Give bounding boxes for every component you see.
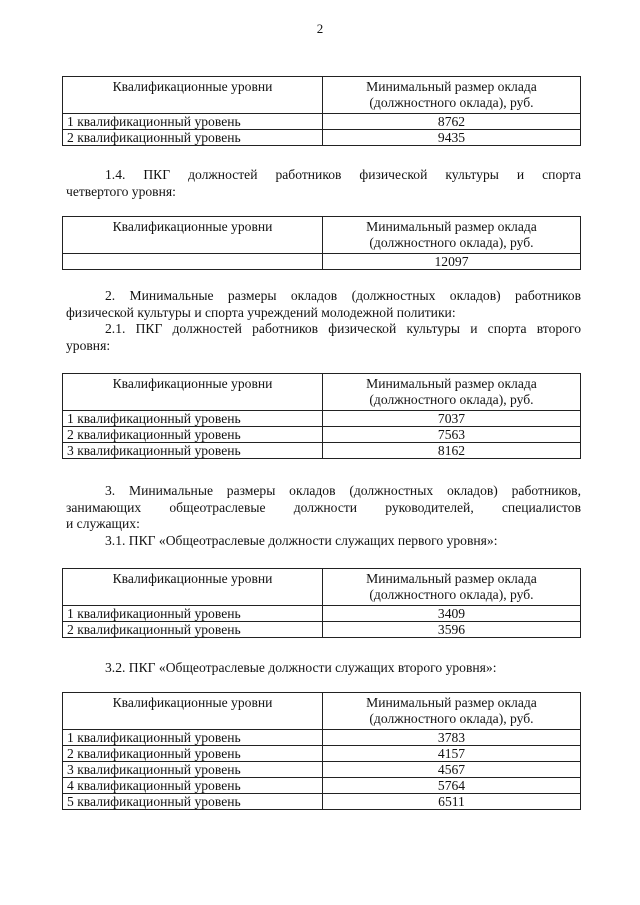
table-header-row: [63, 374, 581, 411]
level-cell: 1 квалификационный уровень: [63, 114, 323, 130]
salary-cell: 7563: [323, 427, 581, 443]
table-row: [63, 254, 581, 270]
table-row: [63, 622, 581, 638]
salary-header-line1: Минимальный размер оклада: [366, 376, 537, 391]
table-header-row: [63, 693, 581, 730]
level-cell: 3 квалификационный уровень: [63, 762, 323, 778]
salary-header-line2: (должностного оклада), руб.: [369, 235, 534, 250]
section-3-2-heading: [66, 660, 581, 677]
section-2-line2: физической культуры и спорта учреждений молодежной политики:: [66, 304, 456, 320]
salary-header-line2: (должностного оклада), руб.: [369, 95, 534, 110]
section-3-1-heading: 3.1. ПКГ «Общеотраслевые должности служащих первого уровня»:: [105, 532, 498, 548]
table-row: [63, 130, 581, 146]
salary-column-header: [323, 374, 581, 411]
table-header-row: [63, 217, 581, 254]
level-cell: 2 квалификационный уровень: [63, 130, 323, 146]
section-3-text: [66, 483, 581, 549]
salary-column-header: [323, 693, 581, 730]
salary-header-line2: (должностного оклада), руб.: [369, 711, 534, 726]
salary-header-line2: (должностного оклада), руб.: [369, 587, 534, 602]
page-number: 2: [316, 21, 324, 36]
table-row: [63, 778, 581, 794]
salary-header-line1: Минимальный размер оклада: [366, 571, 537, 586]
salary-header-line1: Минимальный размер оклада: [366, 79, 537, 94]
salary-cell: 6511: [323, 794, 581, 810]
table-row: [63, 411, 581, 427]
level-cell: 4 квалификационный уровень: [63, 778, 323, 794]
salary-cell: 8762: [323, 114, 581, 130]
level-column-header: Квалификационные уровни: [63, 693, 323, 730]
level-cell: [63, 254, 323, 270]
table-row: [63, 762, 581, 778]
level-column-header: Квалификационные уровни: [63, 217, 323, 254]
table-row: [63, 427, 581, 443]
salary-cell: 3783: [323, 730, 581, 746]
table-row: [63, 606, 581, 622]
salary-header-line2: (должностного оклада), руб.: [369, 392, 534, 407]
section-3-2-line1: 3.2. ПКГ «Общеотраслевые должности служащих второго уровня»:: [105, 660, 497, 675]
level-column-header: Квалификационные уровни: [63, 569, 323, 606]
salary-table-5: [62, 692, 581, 810]
section-1-4-line2: четвертого уровня:: [66, 183, 176, 199]
level-cell: 1 квалификационный уровень: [63, 730, 323, 746]
salary-cell: 4567: [323, 762, 581, 778]
salary-cell: 4157: [323, 746, 581, 762]
table-row: [63, 746, 581, 762]
level-cell: 2 квалификационный уровень: [63, 427, 323, 443]
section-2-1-line1: 2.1. ПКГ должностей работников физической культуры и спорта второго: [105, 321, 581, 336]
section-3-line2: занимающих общеотраслевые должности руководителей, специалистов: [66, 499, 581, 515]
section-1-4-line1: 1.4. ПКГ должностей работников физической культуры и спорта: [105, 167, 581, 182]
table-header-row: [63, 77, 581, 114]
salary-column-header: [323, 77, 581, 114]
level-cell: 1 квалификационный уровень: [63, 606, 323, 622]
salary-cell: 3409: [323, 606, 581, 622]
section-2-1-line2: уровня:: [66, 337, 111, 353]
level-cell: 1 квалификационный уровень: [63, 411, 323, 427]
level-cell: 5 квалификационный уровень: [63, 794, 323, 810]
salary-header-line1: Минимальный размер оклада: [366, 695, 537, 710]
salary-table-3: [62, 373, 581, 459]
table-row: [63, 730, 581, 746]
section-2-text: [66, 288, 581, 354]
level-cell: 2 квалификационный уровень: [63, 622, 323, 638]
salary-cell: 8162: [323, 443, 581, 459]
salary-header-line1: Минимальный размер оклада: [366, 219, 537, 234]
table-row: [63, 114, 581, 130]
salary-cell: 12097: [323, 254, 581, 270]
level-column-header: Квалификационные уровни: [63, 77, 323, 114]
salary-cell: 7037: [323, 411, 581, 427]
salary-table-2: [62, 216, 581, 270]
table-row: [63, 443, 581, 459]
level-cell: 3 квалификационный уровень: [63, 443, 323, 459]
section-2-line1: 2. Минимальные размеры окладов (должностных окладов) работников: [105, 288, 581, 303]
table-header-row: [63, 569, 581, 606]
salary-cell: 3596: [323, 622, 581, 638]
section-1-4-heading: [66, 167, 581, 200]
section-3-line3: и служащих:: [66, 516, 140, 531]
salary-table-4: [62, 568, 581, 638]
salary-table-1: [62, 76, 581, 146]
salary-cell: 9435: [323, 130, 581, 146]
salary-cell: 5764: [323, 778, 581, 794]
level-cell: 2 квалификационный уровень: [63, 746, 323, 762]
level-column-header: Квалификационные уровни: [63, 374, 323, 411]
salary-column-header: [323, 217, 581, 254]
salary-column-header: [323, 569, 581, 606]
table-row: [63, 794, 581, 810]
section-3-line1: 3. Минимальные размеры окладов (должностных окладов) работников,: [105, 483, 581, 498]
